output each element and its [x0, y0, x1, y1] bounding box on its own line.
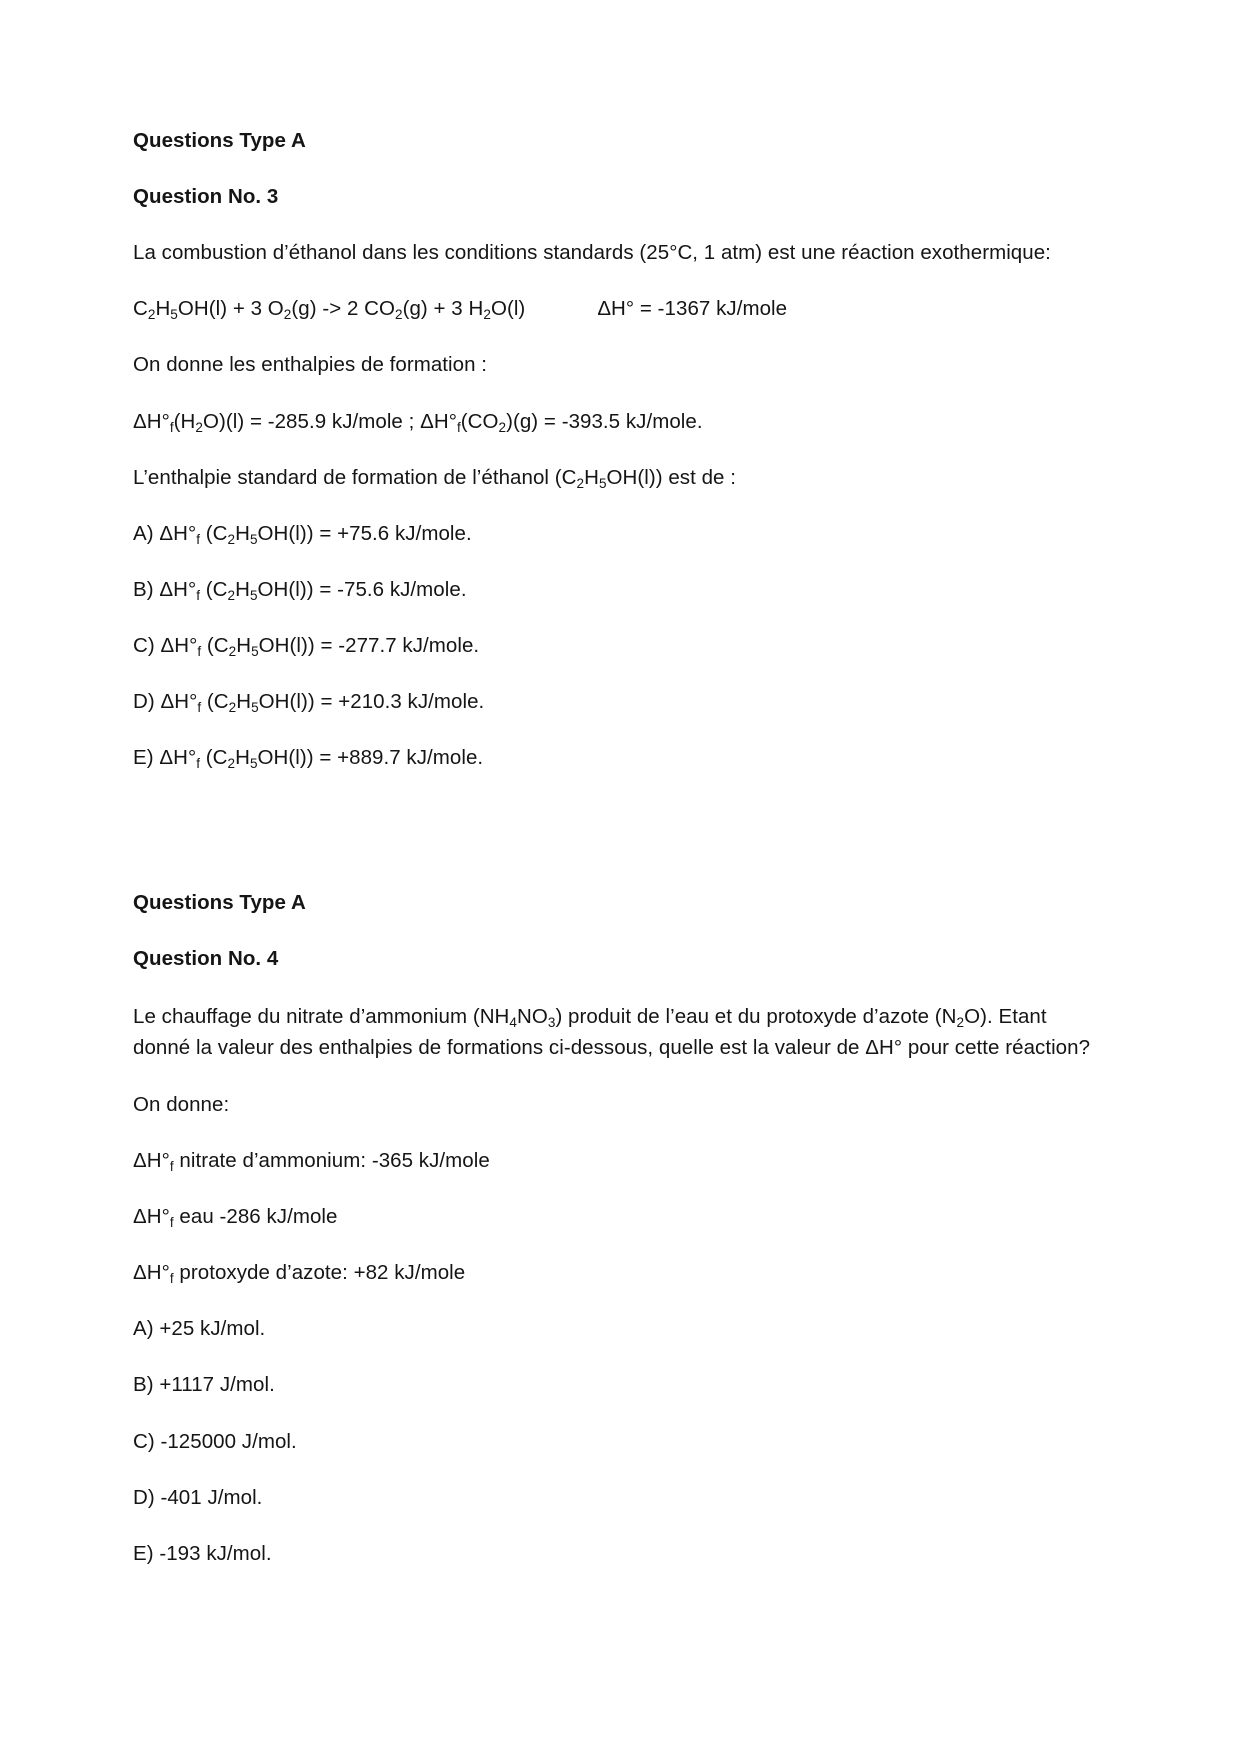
question-3-reaction: C2H5OH(l) + 3 O2(g) -> 2 CO2(g) + 3 H2O(l) — [133, 297, 526, 323]
question-4-number-heading: Question No. 4 — [133, 947, 279, 971]
question-3-given-label: On donne les enthalpies de formation : — [133, 353, 488, 377]
question-4-given-value-2: ΔH°f eau -286 kJ/mole — [133, 1205, 338, 1231]
document-body — [133, 126, 1093, 1568]
question-block-4 — [133, 888, 1093, 1568]
question-4-given-value-1: ΔH°f nitrate d’ammonium: -365 kJ/mole — [133, 1148, 490, 1174]
question-4-option-d: D) -401 J/mol. — [133, 1485, 263, 1509]
question-3-option-c: C) ΔH°f (C2H5OH(l)) = -277.7 kJ/mole. — [133, 633, 480, 660]
question-4-option-c: C) -125000 J/mol. — [133, 1429, 297, 1453]
question-4-option-b: B) +1117 J/mol. — [133, 1373, 275, 1397]
section-separator — [133, 772, 1093, 888]
question-3-equation-enthalpy: ΔH° = -1367 kJ/mole — [597, 297, 788, 321]
question-4-option-e: E) -193 kJ/mol. — [133, 1541, 272, 1565]
question-3-option-e: E) ΔH°f (C2H5OH(l)) = +889.7 kJ/mole. — [133, 746, 484, 772]
question-4-body: Le chauffage du nitrate d’ammonium (NH4NO3) produit de l’eau et du protoxyde d’azote (N2O). Etant donné la valeur des enthalpies de formations ci-dessous, quelle est la valeur de ΔH° pour cette réaction? — [133, 1004, 1091, 1059]
question-4-option-a: A) +25 kJ/mol. — [133, 1317, 266, 1341]
question-3-given-values: ΔH°f(H2O)(l) = -285.9 kJ/mole ; ΔH°f(CO2)(g) = -393.5 kJ/mole. — [133, 409, 703, 435]
question-4-given-value-3: ΔH°f protoxyde d’azote: +82 kJ/mole — [133, 1261, 466, 1287]
question-3-option-a: A) ΔH°f (C2H5OH(l)) = +75.6 kJ/mole. — [133, 521, 472, 547]
question-block-3 — [133, 126, 1093, 772]
question-4-type-heading: Questions Type A — [133, 891, 306, 915]
question-3-prompt: L’enthalpie standard de formation de l’éthanol (C2H5OH(l)) est de : — [133, 465, 736, 491]
question-3-option-d: D) ΔH°f (C2H5OH(l)) = +210.3 kJ/mole. — [133, 690, 485, 716]
question-3-intro: La combustion d’éthanol dans les conditions standards (25°C, 1 atm) est une réaction exothermique: — [133, 241, 1051, 265]
question-3-type-heading: Questions Type A — [133, 129, 306, 152]
question-4-given-label: On donne: — [133, 1092, 230, 1116]
question-3-option-b: B) ΔH°f (C2H5OH(l)) = -75.6 kJ/mole. — [133, 577, 467, 603]
question-3-equation — [133, 294, 1093, 323]
question-3-number-heading: Question No. 3 — [133, 185, 279, 209]
